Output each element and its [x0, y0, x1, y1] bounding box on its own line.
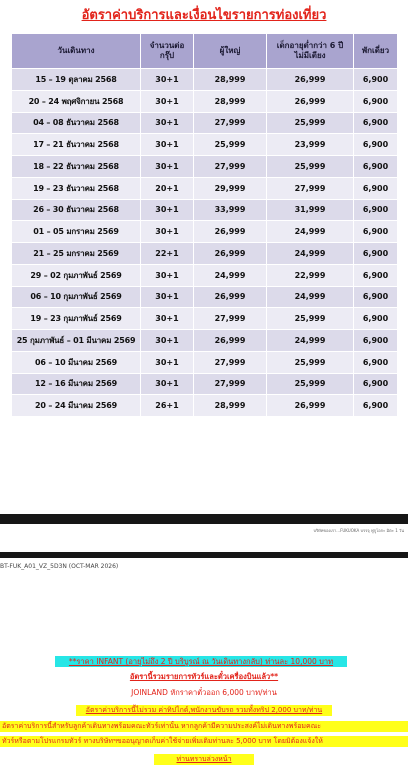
cell-child-price: 26,999	[267, 395, 353, 416]
cell-child-price: 24,999	[267, 287, 353, 308]
table-row	[12, 374, 397, 395]
cell-group-size: 30+1	[141, 352, 193, 373]
page-divider-bar	[0, 552, 408, 558]
header-group-size: จำนวนต่อกรุ๊ป	[141, 34, 193, 68]
cell-single-supplement: 6,900	[354, 308, 397, 329]
cell-group-size: 30+1	[141, 308, 193, 329]
table-row	[12, 265, 397, 286]
table-row	[12, 113, 397, 134]
cell-group-size: 30+1	[141, 374, 193, 395]
infant-price-note: **ราคา INFANT (อายุไม่ถึง 2 ปี บริบูรณ์ ณ วันเดินทางกลับ) ท่านละ 10,000 บาท	[55, 656, 347, 667]
cell-child-price: 25,999	[267, 374, 353, 395]
cell-group-size: 30+1	[141, 69, 193, 90]
condition-note-line	[0, 736, 408, 747]
table-row	[12, 287, 397, 308]
cell-child-price: 24,999	[267, 330, 353, 351]
cell-adult-price: 27,999	[194, 308, 266, 329]
cell-adult-price: 27,999	[194, 113, 266, 134]
cell-single-supplement: 6,900	[354, 91, 397, 112]
header-single-room: พักเดี่ยว	[354, 34, 397, 68]
rate-table	[11, 33, 398, 417]
page-title: อัตราค่าบริการและเงื่อนไขรายการท่องเที่ยว	[81, 8, 327, 23]
cell-group-size: 30+1	[141, 265, 193, 286]
cell-child-price: 22,999	[267, 265, 353, 286]
cell-group-size: 30+1	[141, 156, 193, 177]
cell-single-supplement: 6,900	[354, 330, 397, 351]
cell-travel-date: 20 – 24 พฤศจิกายน 2568	[12, 91, 140, 112]
table-row	[12, 91, 397, 112]
cell-adult-price: 27,999	[194, 156, 266, 177]
cell-child-price: 25,999	[267, 308, 353, 329]
cell-child-price: 23,999	[267, 134, 353, 155]
cell-child-price: 26,999	[267, 91, 353, 112]
page-divider-bar	[0, 514, 408, 524]
table-row	[12, 200, 397, 221]
header-adult: ผู้ใหญ่	[194, 34, 266, 68]
cell-adult-price: 26,999	[194, 330, 266, 351]
cell-group-size: 20+1	[141, 178, 193, 199]
cell-single-supplement: 6,900	[354, 156, 397, 177]
cell-travel-date: 17 – 21 ธันวาคม 2568	[12, 134, 140, 155]
cell-travel-date: 04 – 08 ธันวาคม 2568	[12, 113, 140, 134]
cell-adult-price: 26,999	[194, 221, 266, 242]
condition-note-line: ท่านทราบล่วงหน้า	[154, 754, 254, 765]
cell-single-supplement: 6,900	[354, 113, 397, 134]
cell-travel-date: 19 – 23 ธันวาคม 2568	[12, 178, 140, 199]
cell-group-size: 30+1	[141, 330, 193, 351]
cell-single-supplement: 6,900	[354, 134, 397, 155]
includes-note: อัตรานี้รวมรายการทัวร์และตั๋วเครื่องบินแล้ว**	[129, 672, 279, 681]
cell-adult-price: 29,999	[194, 178, 266, 199]
cell-child-price: 31,999	[267, 200, 353, 221]
cell-travel-date: 01 – 05 มกราคม 2569	[12, 221, 140, 242]
cell-group-size: 30+1	[141, 200, 193, 221]
cell-child-price: 25,999	[267, 113, 353, 134]
table-row	[12, 156, 397, 177]
cell-single-supplement: 6,900	[354, 287, 397, 308]
table-row	[12, 134, 397, 155]
cell-adult-price: 26,999	[194, 243, 266, 264]
cell-travel-date: 21 – 25 มกราคม 2569	[12, 243, 140, 264]
cell-child-price: 24,999	[267, 221, 353, 242]
cell-travel-date: 20 – 24 มีนาคม 2569	[12, 395, 140, 416]
cell-single-supplement: 6,900	[354, 200, 397, 221]
cell-travel-date: 29 – 02 กุมภาพันธ์ 2569	[12, 265, 140, 286]
cell-adult-price: 25,999	[194, 134, 266, 155]
tour-code: BT-FUK_A01_VZ_5D3N (OCT-MAR 2026)	[0, 563, 119, 570]
cell-adult-price: 28,999	[194, 69, 266, 90]
cell-child-price: 24,999	[267, 243, 353, 264]
cell-travel-date: 25 กุมภาพันธ์ – 01 มีนาคม 2569	[12, 330, 140, 351]
cell-adult-price: 27,999	[194, 352, 266, 373]
cell-child-price: 26,999	[267, 69, 353, 90]
cell-travel-date: 06 – 10 กุมภาพันธ์ 2569	[12, 287, 140, 308]
table-row	[12, 243, 397, 264]
cell-adult-price: 26,999	[194, 287, 266, 308]
cell-adult-price: 28,999	[194, 91, 266, 112]
cell-travel-date: 18 – 22 ธันวาคม 2568	[12, 156, 140, 177]
table-row	[12, 330, 397, 351]
cell-single-supplement: 6,900	[354, 178, 397, 199]
cell-single-supplement: 6,900	[354, 243, 397, 264]
cell-child-price: 27,999	[267, 178, 353, 199]
cell-group-size: 30+1	[141, 221, 193, 242]
cell-single-supplement: 6,900	[354, 265, 397, 286]
cell-travel-date: 15 – 19 ตุลาคม 2568	[12, 69, 140, 90]
cell-travel-date: 12 – 16 มีนาคม 2569	[12, 374, 140, 395]
cell-adult-price: 33,999	[194, 200, 266, 221]
cell-single-supplement: 6,900	[354, 374, 397, 395]
cell-travel-date: 06 – 10 มีนาคม 2569	[12, 352, 140, 373]
table-row	[12, 221, 397, 242]
condition-text: ทัวร์หรือตามโปรแกรมทัวร์ ทางบริษัทฯขออนุญาตเก็บค่าใช้จ่ายเพิ่มเติมท่านละ 5,000 บาท โดยมิต้องแจ้งให้	[2, 737, 323, 745]
cell-adult-price: 24,999	[194, 265, 266, 286]
cell-group-size: 30+1	[141, 113, 193, 134]
cell-travel-date: 19 – 23 กุมภาพันธ์ 2569	[12, 308, 140, 329]
condition-text: อัตราค่าบริการนี้สำหรับลูกค้าเดินทางพร้อมคณะทัวร์เท่านั้น หากลูกค้ามีความประสงค์ไม่เดินทางพร้อมคณะ	[2, 722, 321, 730]
cell-group-size: 30+1	[141, 134, 193, 155]
header-travel-date: วันเดินทาง	[12, 34, 140, 68]
cell-group-size: 26+1	[141, 395, 193, 416]
header-child-no-bed: เด็กอายุต่ำกว่า 6 ปี ไม่มีเตียง	[267, 34, 353, 68]
table-row	[12, 352, 397, 373]
page-footer-caption: บริษัทของเรา...FUKUOKA บรรจุ ฟูกูโอกะ มิตะ 1 วัน	[313, 528, 404, 533]
joinland-note: JOINLAND หักราคาตั๋วออก 6,000 บาท/ท่าน	[131, 688, 277, 697]
cell-single-supplement: 6,900	[354, 352, 397, 373]
table-row	[12, 308, 397, 329]
cell-group-size: 22+1	[141, 243, 193, 264]
cell-group-size: 30+1	[141, 91, 193, 112]
condition-note-line	[0, 721, 408, 732]
cell-group-size: 30+1	[141, 287, 193, 308]
table-row	[12, 395, 397, 416]
cell-single-supplement: 6,900	[354, 69, 397, 90]
cell-child-price: 25,999	[267, 156, 353, 177]
cell-child-price: 25,999	[267, 352, 353, 373]
table-header-row	[12, 34, 397, 68]
table-row	[12, 178, 397, 199]
cell-single-supplement: 6,900	[354, 395, 397, 416]
cell-travel-date: 26 – 30 ธันวาคม 2568	[12, 200, 140, 221]
tips-note: อัตราค่าบริการนี้ไม่รวม ค่าทิปไกด์,พนักงานขับรถ รวมทั้งทริป 2,000 บาท/ท่าน	[76, 705, 332, 716]
cell-adult-price: 27,999	[194, 374, 266, 395]
cell-single-supplement: 6,900	[354, 221, 397, 242]
cell-adult-price: 28,999	[194, 395, 266, 416]
table-row	[12, 69, 397, 90]
